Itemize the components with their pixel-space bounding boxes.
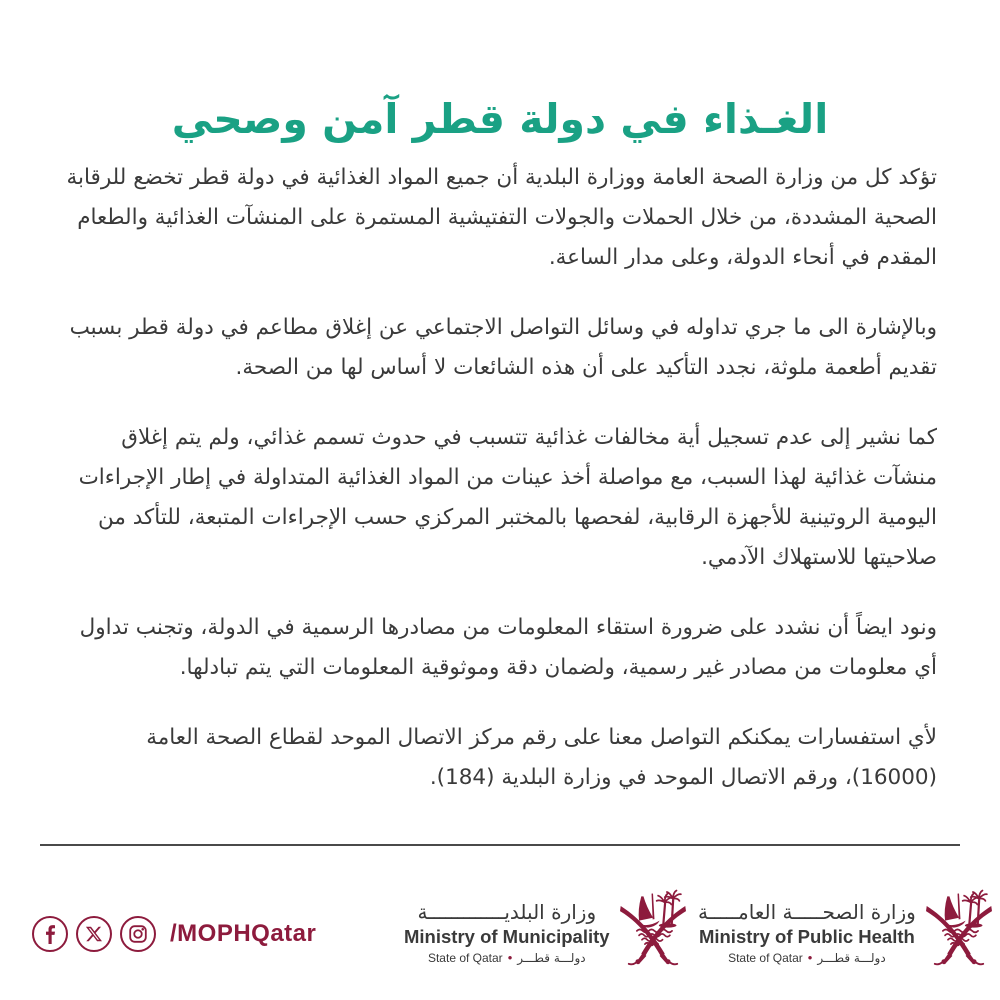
social-media-row xyxy=(32,916,316,952)
separator-dot: • xyxy=(507,950,513,965)
ministry-of-public-health-text xyxy=(698,900,916,965)
ministry-of-public-health-logo xyxy=(698,872,992,992)
ministry-of-municipality-text xyxy=(404,900,610,965)
paragraph-rumor-reference: وبالإشارة الى ما جري تداوله في وسائل التواصل الاجتماعي عن إغلاق مطاعم في دولة قطر بسبب تقديم أطعمة ملوثة، نجدد التأكيد على أن هذه الشائعات لا أساس لها من الصحة. xyxy=(69,315,937,380)
footer xyxy=(0,868,1000,1000)
instagram-icon xyxy=(120,916,156,952)
public-health-state-line xyxy=(728,951,886,965)
municipality-name-english: Ministry of Municipality xyxy=(404,925,610,947)
state-of-qatar-english: State of Qatar xyxy=(728,950,803,965)
separator-dot: • xyxy=(807,950,813,965)
paragraph-official-sources: ونود ايضاً أن نشدد على ضرورة استقاء المعلومات من مصادرها الرسمية في الدولة، وتجنب تداول أي معلومات من مصادر غير رسمية، ولضمان دقة وموثوقية المعلومات التي يتم تبادلها. xyxy=(79,615,937,680)
social-handle: /MOPHQatar xyxy=(170,920,317,947)
facebook-icon xyxy=(32,916,68,952)
paragraph-no-violations: كما نشير إلى عدم تسجيل أية مخالفات غذائية تتسبب في حدوث تسمم غذائي، ولم يتم إغلاق منشآت غذائية لهذا السبب، مع مواصلة أخذ عينات من المواد الغذائية المتداولة في إطار الإجراءات اليومية الروتينية للأجهزة الرقابية، لفحصها بالمختبر المركزي حسب الإجراءات المتبعة، للتأكد من صلاحيتها للاستهلاك الآدمي. xyxy=(78,425,937,570)
page-title: الغـذاء في دولة قطر آمن وصحي xyxy=(171,95,829,144)
ministry-of-municipality-logo xyxy=(404,872,686,992)
qatar-emblem-icon xyxy=(620,878,686,986)
x-icon xyxy=(76,916,112,952)
municipality-state-line xyxy=(428,951,586,965)
state-of-qatar-arabic: دولـــة قطـــر xyxy=(817,950,886,965)
paragraph-contact-numbers: لأي استفسارات يمكنكم التواصل معنا على رقم مركز الاتصال الموحد لقطاع الصحة العامة (16000)، ورقم الاتصال الموحد في وزارة البلدية (184). xyxy=(146,725,937,790)
state-of-qatar-arabic: دولـــة قطـــر xyxy=(517,950,586,965)
public-health-name-english: Ministry of Public Health xyxy=(698,925,915,947)
paragraph-food-safety-assurance: تؤكد كل من وزارة الصحة العامة ووزارة البلدية أن جميع المواد الغذائية في دولة قطر تخضع للرقابة الصحية المشددة، من خلال الحملات والجولات التفتيشية المستمرة على المنشآت الغذائية والطعام المقدم في أنحاء الدولة، وعلى مدار الساعة. xyxy=(66,165,937,270)
state-of-qatar-english: State of Qatar xyxy=(427,950,503,965)
municipality-name-arabic: وزارة البلديـــــــــــــة xyxy=(417,899,597,924)
qatar-emblem-icon xyxy=(926,878,992,986)
announcement-body xyxy=(63,158,937,828)
footer-divider xyxy=(40,844,960,846)
public-health-name-arabic: وزارة الصحـــــة العامـــــة xyxy=(698,899,916,924)
